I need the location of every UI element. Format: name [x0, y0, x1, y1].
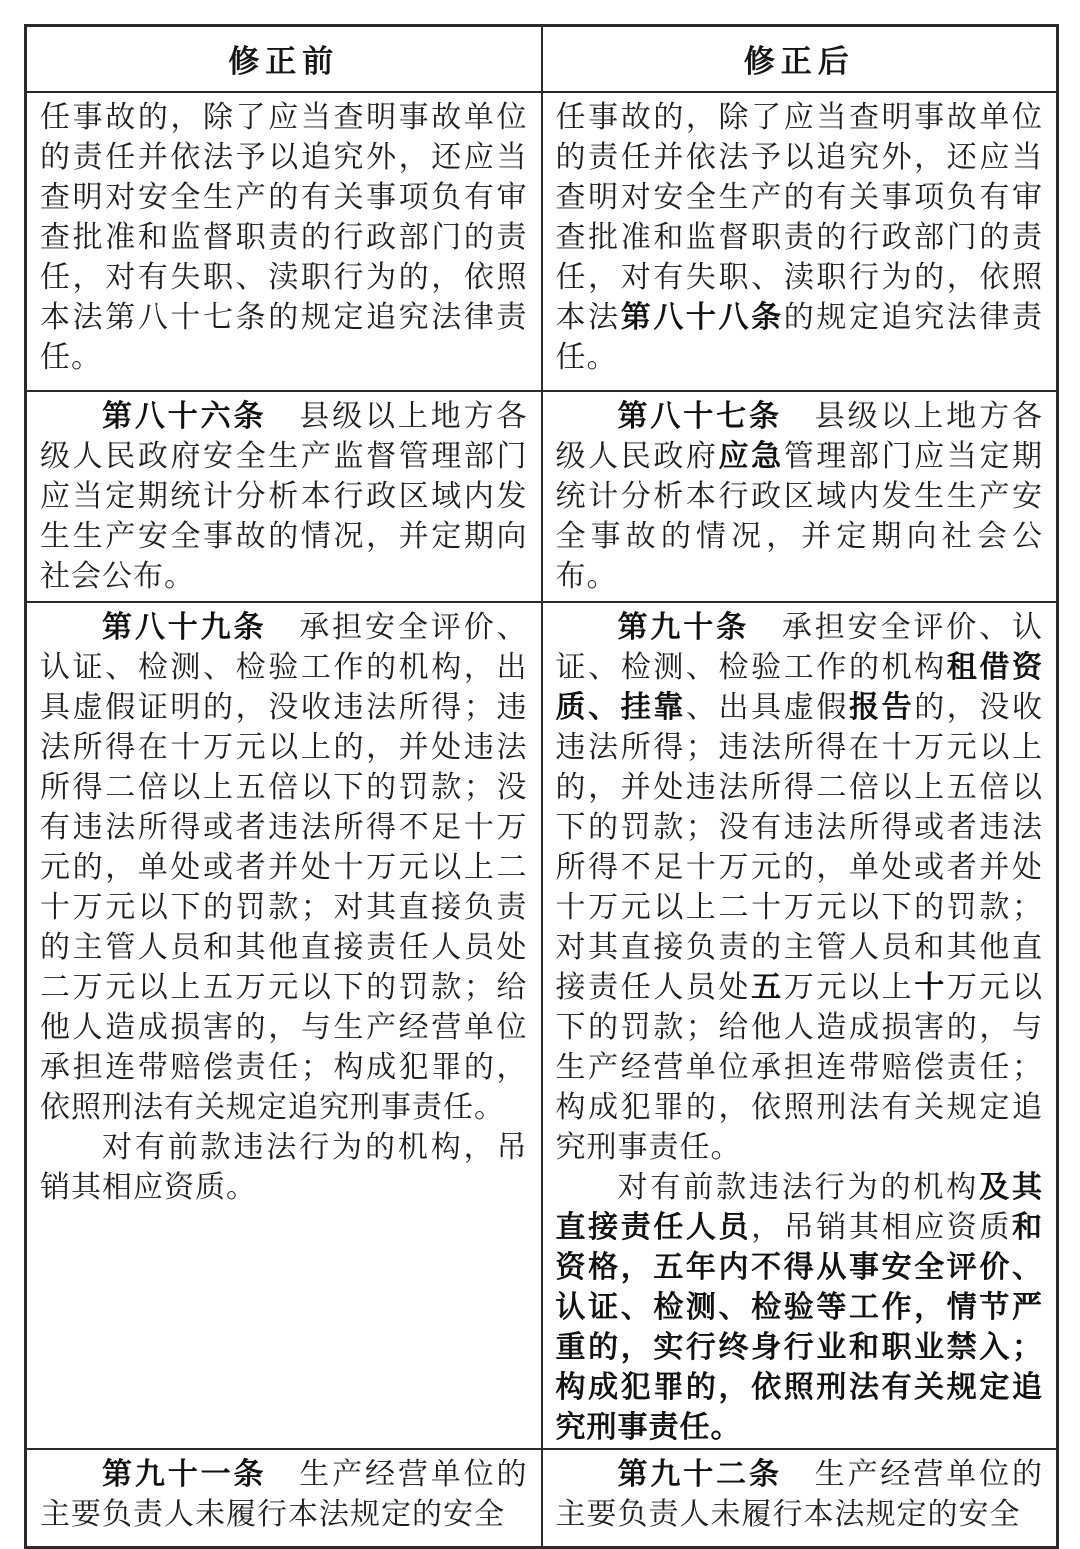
body-text: 的，没收违法所得；违法所得在十万元以上的，并处违法所得二倍以上五倍以下的罚款；没有违法所得或者违法所得不足十万元的，单处或者并处十万元以上二十万元以下的罚款；对其直接负责的主管人员和其他直接责任人员处 [555, 690, 1044, 1004]
column-header-before-label: 修正前 [228, 44, 340, 80]
cell-after-article-90 [542, 602, 1058, 1449]
emphasized-amended-text: 十 [914, 970, 947, 1004]
paragraph [40, 98, 528, 378]
emphasized-amended-text: 五 [751, 970, 784, 1004]
paragraph [556, 1455, 1044, 1535]
emphasized-amended-text: 第八十八条 [620, 300, 784, 334]
table-row-article-89-90 [26, 602, 1058, 1449]
body-text: 生产经营单位的主要负责人未履行本法规定的安全 [40, 1457, 528, 1531]
body-text: 承担安全评价、认证、检测、检验工作的机构 [555, 610, 1043, 684]
emphasized-amended-text: 租借资质、挂靠 [555, 650, 1044, 724]
body-text: 对有前款违法行为的机构，吊销其相应资质。 [40, 1130, 528, 1204]
paragraph [40, 1455, 528, 1535]
emphasized-amended-text: 第九十一条 [102, 1457, 267, 1491]
emphasized-amended-text: 第八十九条 [102, 610, 267, 644]
paragraph [556, 98, 1044, 378]
body-text: 管理部门应当定期统计分析本行政区域内发生生产安全事故的情况，并定期向社会公布。 [555, 439, 1044, 593]
table-row-continuation-article [26, 92, 1058, 391]
paragraph [556, 397, 1044, 597]
body-text: 任事故的，除了应当查明事故单位的责任并依法予以追究外，还应当查明对安全生产的有关事项负有审查批准和监督职责的行政部门的责任，对有失职、渎职行为的，依照本法 [555, 100, 1043, 334]
body-text: ，吊销其相应资质 [751, 1210, 1013, 1244]
emphasized-amended-text: 应急 [718, 439, 784, 473]
header-row [26, 26, 1058, 92]
amendment-comparison-table [24, 24, 1059, 1549]
cell-before-article-86 [26, 391, 542, 602]
body-text: 承担安全评价、认证、检测、检验工作的机构，出具虚假证明的，没收违法所得；违法所得在十万元以上的，并处违法所得二倍以上五倍以下的罚款；没有违法所得或者违法所得不足十万元的，单处或者并处十万元以上二十万元以下的罚款；对其直接负责的主管人员和其他直接责任人员处二万元以上五万元以下的罚款；给他人造成损害的，与生产经营单位承担连带赔偿责任；构成犯罪的，依照刑法有关规定追究刑事责任。 [40, 610, 528, 1124]
emphasized-amended-text: 第八十六条 [102, 399, 267, 433]
column-header-before [26, 26, 542, 92]
body-text: 县级以上地方各级人民政府安全生产监督管理部门应当定期统计分析本行政区域内发生生产安全事故的情况，并定期向社会公布。 [40, 399, 528, 593]
column-header-after [542, 26, 1058, 92]
body-text: 对有前款违法行为的机构 [617, 1170, 980, 1204]
paragraph [40, 608, 528, 1128]
cell-before-article-89 [26, 602, 542, 1449]
body-text: 生产经营单位的主要负责人未履行本法规定的安全 [555, 1457, 1043, 1531]
paragraph [40, 397, 528, 597]
paragraph [556, 1168, 1044, 1448]
cell-after-article-87 [542, 391, 1058, 602]
emphasized-amended-text: 第九十条 [617, 610, 749, 644]
cell-before-article-91 [26, 1449, 542, 1548]
paragraph [556, 608, 1044, 1168]
cell-after-continuation [542, 92, 1058, 391]
body-text: 任事故的，除了应当查明事故单位的责任并依法予以追究外，还应当查明对安全生产的有关事项负有审查批准和监督职责的行政部门的责任，对有失职、渎职行为的，依照本法第八十七条的规定追究法律责任。 [40, 100, 528, 374]
table-row-article-91-92 [26, 1449, 1058, 1548]
cell-before-continuation [26, 92, 542, 391]
body-text: 万元以上 [783, 970, 915, 1004]
emphasized-amended-text: 报告 [848, 690, 915, 724]
emphasized-amended-text: 第九十二条 [617, 1457, 782, 1491]
paragraph [40, 1128, 528, 1208]
body-text: 、出具虚假 [685, 690, 849, 724]
body-text: 万元以下的罚款；给他人造成损害的，与生产经营单位承担连带赔偿责任；构成犯罪的，依照刑法有关规定追究刑事责任。 [555, 970, 1044, 1164]
cell-after-article-92 [542, 1449, 1058, 1548]
table-row-article-86-87 [26, 391, 1058, 602]
column-header-after-label: 修正后 [743, 44, 855, 80]
body-text: 的规定追究法律责任。 [555, 300, 1044, 374]
emphasized-amended-text: 第八十七条 [617, 399, 782, 433]
body-text: 县级以上地方各级人民政府 [555, 399, 1043, 473]
emphasized-amended-text: 和资格，五年内不得从事安全评价、认证、检测、检验等工作，情节严重的，实行终身行业和职业禁入；构成犯罪的，依照刑法有关规定追究刑事责任。 [555, 1210, 1044, 1444]
emphasized-amended-text: 及其直接责任人员 [555, 1170, 1043, 1244]
